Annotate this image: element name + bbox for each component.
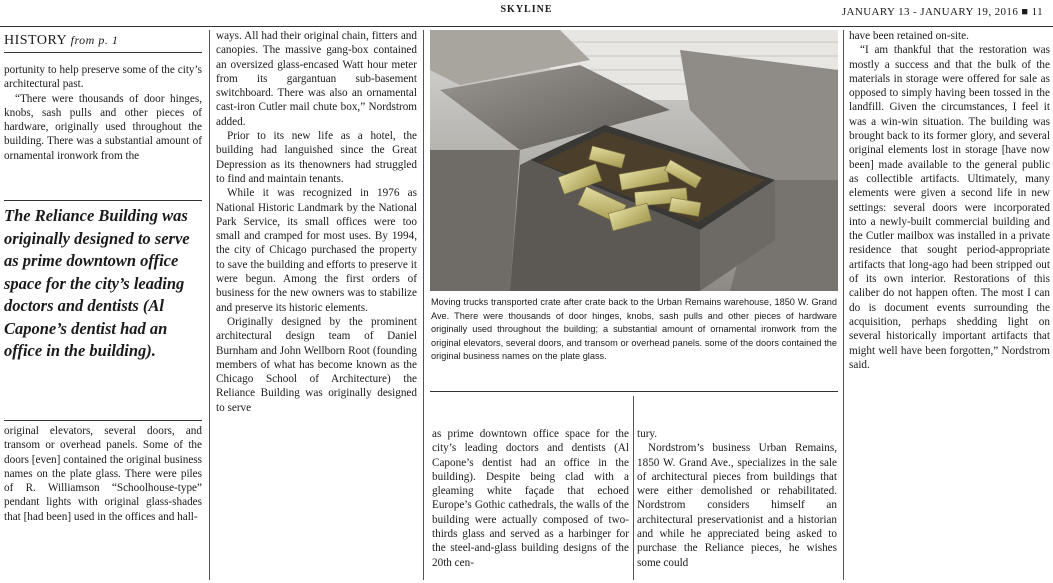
issue-date [842,6,1043,18]
paragraph: have been retained on-site. [849,30,969,42]
column-2 [216,29,417,415]
paragraph: tury. [637,428,658,440]
column-divider [843,30,844,580]
jump-rule [4,52,202,53]
page-number: ■ 11 [1021,6,1043,18]
column-divider [633,396,634,580]
paragraph: portunity to help preserve some of the city’s architectural past. [4,64,202,91]
column-divider [423,30,424,580]
paragraph: While it was recognized in 1976 as National Historic Landmark by the National Park Service, its small offices were too small and cramped for most uses. By 1994, the city of Chicago purchased the property to save the building and efforts to preserve it were begun. Among the first orders of business for the new owners was to stabilize and preserve its historic elements. [216,187,417,314]
jump-from: from p. 1 [70,33,119,47]
paragraph: original elevators, several doors, and transom or overhead panels. Some of the doors [even] contained the original business names on the plate glass. There were piles of R. Williamson “Schoolhouse-type” pendant lights with original glass-shades that [had been] used in the offices and hall- [4,425,202,523]
caption-rule [430,391,838,392]
column-1-bottom [4,424,202,524]
article-photo [430,30,838,291]
header-rule [0,26,1053,27]
pull-quote-rule-top [4,200,202,201]
column-divider [209,30,210,580]
paragraph: ways. All had their original chain, fitters and canopies. The massive gang-box contained an oversized glass-encased Watt hour meter from its gargantuan sub-basement switchboard. There was also an ornamental cast-iron Cutler mail chute box,” Nordstrom added. [216,30,417,128]
column-4 [637,427,837,570]
jump-label: HISTORY [4,33,67,48]
photo-caption: Moving trucks transported crate after crate back to the Urban Remains warehouse, 1850 W. Grand Ave. There were thousands of door hinges, knobs, sash pulls and other pieces of hardware originally used throughout the building; a substantial amount of ornamental ironwork from the original elevators, several doors, and transom or overhead panels. some of the doors contained the original business names on the plate glass. [431,297,837,362]
issue-date-text: JANUARY 13 - JANUARY 19, 2016 [841,6,1019,18]
paragraph: Prior to its new life as a hotel, the building had languished since the Great Depression as its thenowners had struggled to find and maintain tenants. [216,130,417,185]
pull-quote-rule-bottom [4,420,202,421]
column-5 [849,29,1050,372]
crate-photo-illustration [430,30,838,291]
paragraph: “I am thankful that the restoration was mostly a success and that the bulk of the materials in storage were offered for sale as opposed to simply having been tossed in the landfill. Given the circumstances, I feel it was a win-win situation. The building was brought back to its former glory, and several original elements lost in storage [have now been] made available to the general public as collectible artifacts. Ultimately, many elements were given a second life in new settings: several doors were incorporated into a newly-built commercial building and the Cutler mailbox was installed in a private residence that sought period-appropriate artifacts that long-ago had been stripped out of its own interior. Restorations of this caliber do not happen often. The most I can do is document events surrounding the acquisition, perhaps shedding light on several historically important artifacts that might well have been forgotten,” Nordstrom said. [849,44,1050,371]
column-3 [432,427,629,570]
paragraph: “There were thousands of door hinges, knobs, sash pulls and other pieces of hardware, originally used throughout the building. There was a substantial amount of ornamental ironwork from the [4,92,202,162]
paragraph: Nordstrom’s business Urban Remains, 1850 W. Grand Ave., specializes in the sale of architectural pieces from buildings that were either demolished or rehabilitated. Nordstrom considers himself an architectural preservationist and a historian and while he appreciated being asked to purchase the Reliance pieces, he wishes some could [637,442,837,569]
section-title: SKYLINE [500,4,553,15]
jump-head [4,33,202,49]
pull-quote: The Reliance Building was originally designed to serve as prime downtown office space for the city’s leading doctors and dentists (Al Capone’s dentist had an office in the building). [4,206,190,360]
column-1-top [4,63,202,163]
paragraph: as prime downtown office space for the city’s leading doctors and dentists (Al Capone’s dentist had an office in the building). Despite being clad with a gleaming white façade that echoed Europe’s Gothic cathedrals, the walls of the building were actually composed of two-thirds glass and served as a harbinger for the steel-and-glass building designs of the 20th cen- [432,428,629,569]
paragraph: Originally designed by the prominent architectural design team of Daniel Burnham and John Wellborn Root (founding members of what has become known as the Chicago School of Architecture) the Reliance Building was originally designed to serve [216,315,417,414]
